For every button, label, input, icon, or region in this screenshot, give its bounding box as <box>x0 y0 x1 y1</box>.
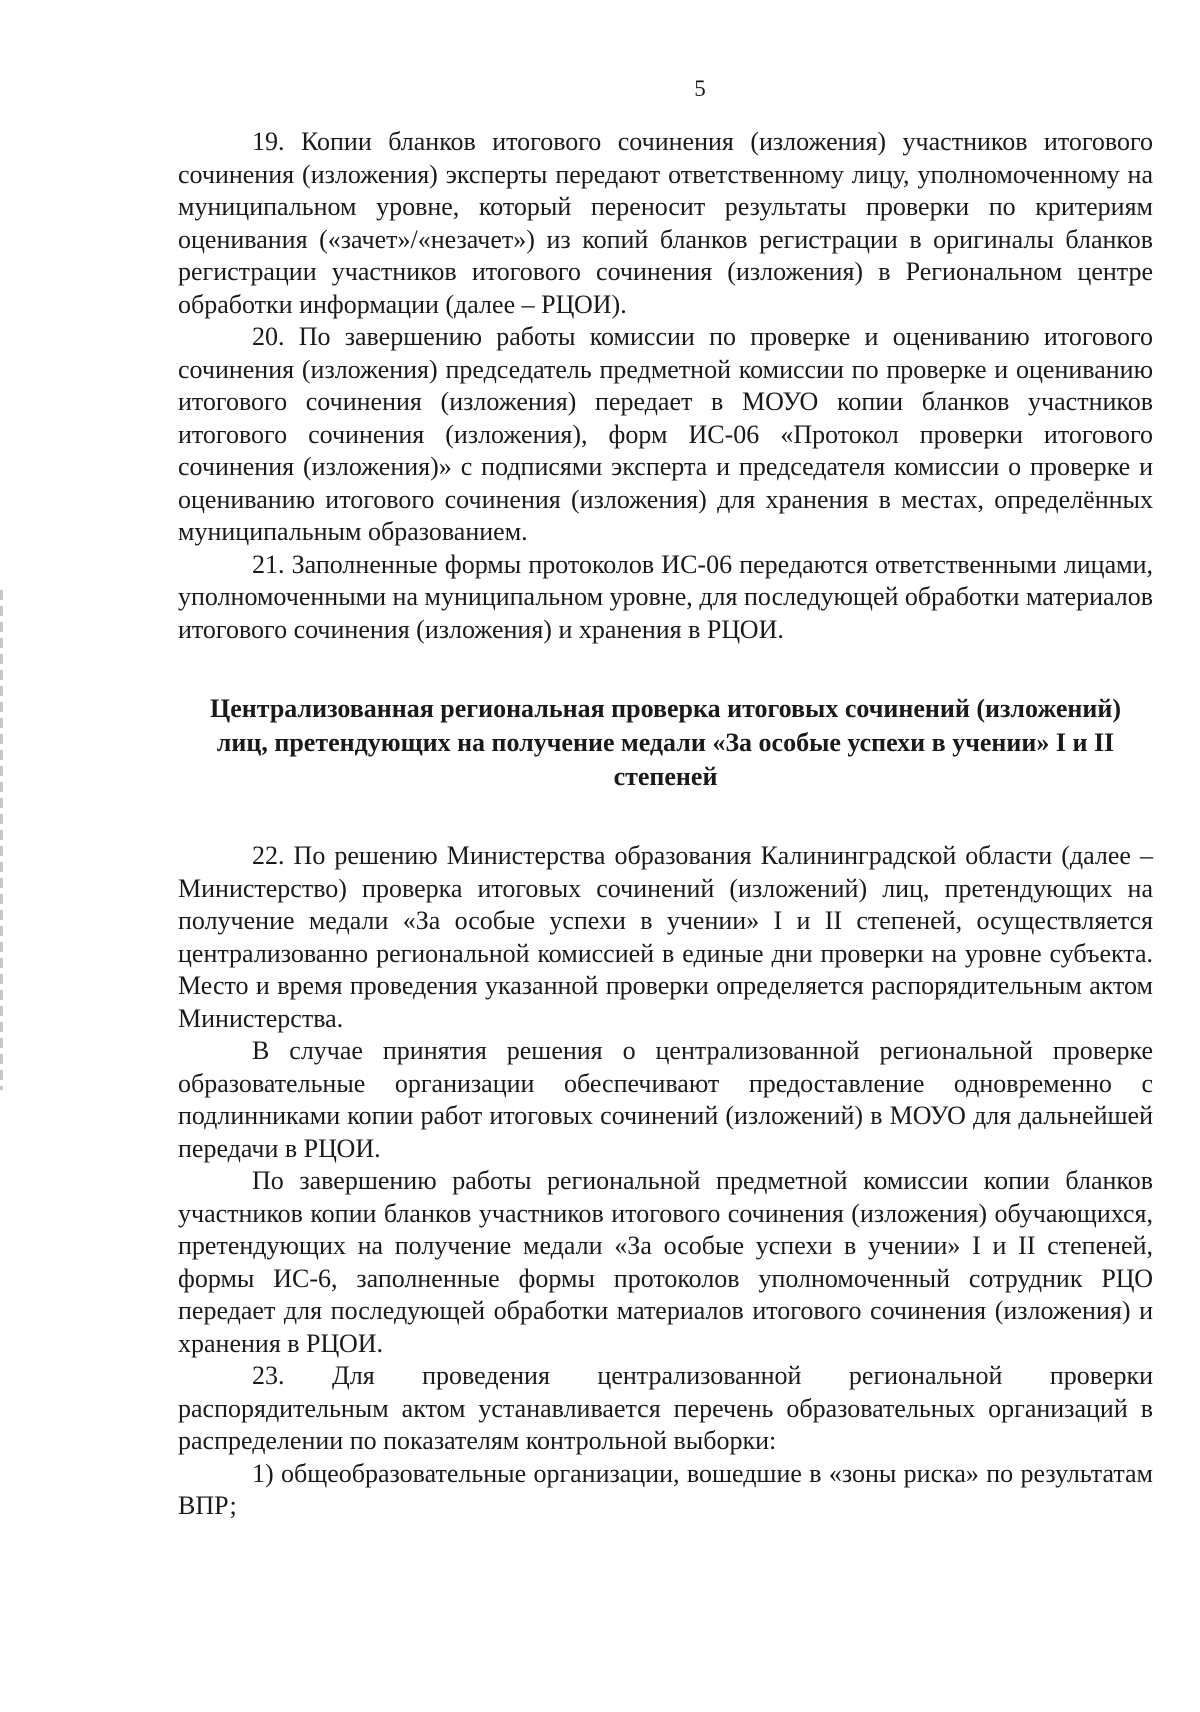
page-number: 5 <box>694 76 706 101</box>
paragraph-22: 22. По решению Министерства образования Калининградской области (далее – Министерство) проверка итоговых сочинений (изложений) лиц, претендующих на получение медали «За особые успехи в учении» I и II степеней, осуществляется централизованно региональной комиссией в единые дни проверки на уровне субъекта. Место и время проведения указанной проверки определяется распорядительным актом Министерства. <box>178 841 1153 1033</box>
list-item-1: 1) общеобразовательные организации, вошедшие в «зоны риска» по результатам ВПР; <box>178 1458 1153 1520</box>
paragraph-19: 19. Копии бланков итогового сочинения (изложения) участников итогового сочинения (изложения) эксперты передают ответственному лицу, уполномоченному на муниципальном уровне, который переносит результаты проверки по критериям оценивания («зачет»/«незачет») из копий бланков регистрации в оригиналы бланков регистрации участников итогового сочинения (изложения) в Региональном центре обработки информации (далее – РЦОИ). <box>178 127 1153 319</box>
paragraph-21: 21. Заполненные формы протоколов ИС-06 передаются ответственными лицами, уполномоченными на муниципальном уровне, для последующей обработки материалов итогового сочинения (изложения) и хранения в РЦОИ. <box>178 549 1153 644</box>
paragraph-centralized-check: В случае принятия решения о централизованной региональной проверке образовательные организации обеспечивают предоставление одновременно с подлинниками копии работ итоговых сочинений (изложений) в МОУО для дальнейшей передачи в РЦОИ. <box>178 1036 1153 1163</box>
paragraph-23: 23. Для проведения централизованной региональной проверки распорядительным актом устанавливается перечень образовательных организаций в распределении по показателям контрольной выборки: <box>178 1361 1153 1455</box>
document-body <box>178 126 1153 1523</box>
section-heading: Централизованная региональная проверка итоговых сочинений (изложений) лиц, претендующих на получение медали «За особые успехи в учении» I и II степеней <box>209 694 1121 791</box>
paragraph-20: 20. По завершению работы комиссии по проверке и оцениванию итогового сочинения (изложения) председатель предметной комиссии по проверке и оцениванию итогового сочинения (изложения) передает в МОУО копии бланков участников итогового сочинения (изложения), форм ИС-06 «Протокол проверки итогового сочинения (изложения)» с подписями эксперта и председателя комиссии о проверке и оцениванию итогового сочинения (изложения) для хранения в местах, определённых муниципальным образованием. <box>178 322 1153 546</box>
scan-edge-mark <box>0 590 3 1090</box>
paragraph-commission-completion: По завершению работы региональной предметной комиссии копии бланков участников копии бланков участников итогового сочинения (изложения) обучающихся, претендующих на получение медали «За особые успехи в учении» I и II степеней, формы ИС-6, заполненные формы протоколов уполномоченный сотрудник РЦО передает для последующей обработки материалов итогового сочинения (изложения) и хранения в РЦОИ. <box>178 1166 1153 1358</box>
